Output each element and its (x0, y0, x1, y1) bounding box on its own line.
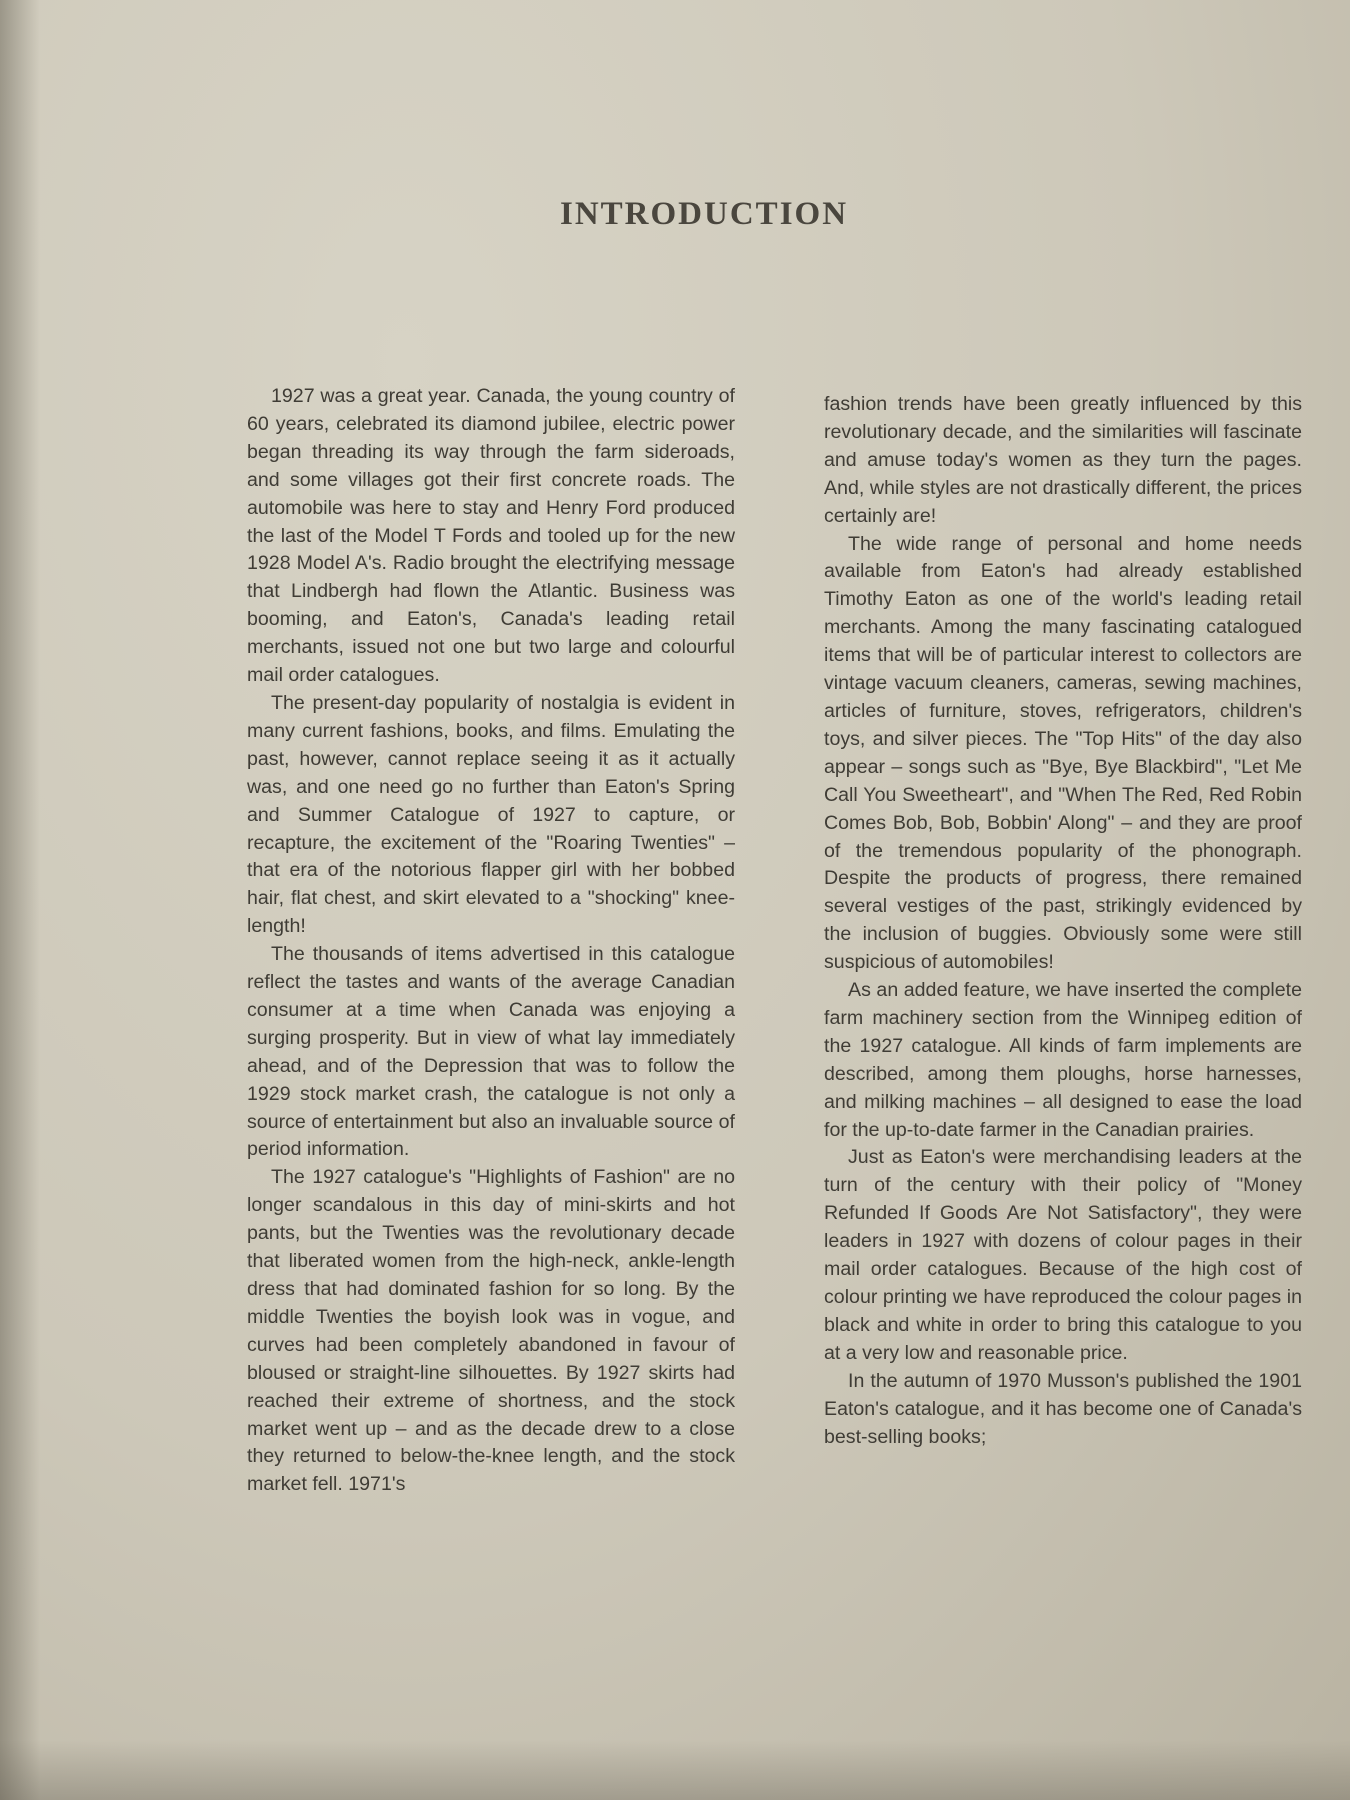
paragraph: The present-day popularity of nostalgia is evident in many current fashions, books, and films. Emulating the past, however, cannot replace seeing it as it actually was, and one need go no further than Eaton's Spring and Summer Catalogue of 1927 to capture, or recapture, the excitement of the "Roaring Twenties" – that era of the notorious flapper girl with her bobbed hair, flat chest, and skirt elevated to a "shocking" knee-length! (247, 691, 735, 938)
paragraph: Just as Eaton's were merchandising leaders at the turn of the century with their policy of "Money Refunded If Goods Are Not Satisfactory", they were leaders in 1927 with dozens of colour pages in their mail order catalogues. Because of the high cost of colour printing we have reproduced the colour pages in black and white in order to bring this catalogue to you at a very low and reasonable price. (824, 1146, 1302, 1364)
paragraph: In the autumn of 1970 Musson's published the 1901 Eaton's catalogue, and it has become one of Canada's best-selling books; (824, 1369, 1302, 1448)
left-text-column (247, 383, 735, 1499)
paragraph: The 1927 catalogue's "Highlights of Fashion" are no longer scandalous in this day of mini-skirts and hot pants, but the Twenties was the revolutionary decade that liberated women from the high-neck, ankle-length dress that had dominated fashion for so long. By the middle Twenties the boyish look was in vogue, and curves had been completely abandoned in favour of bloused or straight-line silhouettes. By 1927 skirts had reached their extreme of shortness, and the stock market went up – and as the decade drew to a close they returned to below-the-knee length, and the stock market fell. 1971's (247, 1166, 735, 1496)
paragraph: 1927 was a great year. Canada, the young country of 60 years, celebrated its diamond jubilee, electric power began threading its way through the farm sideroads, and some villages got their first concrete roads. The automobile was here to stay and Henry Ford produced the last of the Model T Fords and tooled up for the new 1928 Model A's. Radio brought the electrifying message that Lindbergh had flown the Atlantic. Business was booming, and Eaton's, Canada's leading retail merchants, issued not one but two large and colourful mail order catalogues. (247, 385, 735, 687)
page-title: INTRODUCTION (560, 196, 849, 232)
paragraph: As an added feature, we have inserted the complete farm machinery section from the Winnipeg edition of the 1927 catalogue. All kinds of farm implements are described, among them ploughs, horse harnesses, and milking machines – all designed to ease the load for the up-to-date farmer in the Canadian prairies. (824, 979, 1302, 1141)
page-gutter-shadow (0, 0, 40, 1800)
paragraph: The thousands of items advertised in this catalogue reflect the tastes and wants of the average Canadian consumer at a time when Canada was enjoying a surging prosperity. But in view of what lay immediately ahead, and of the Depression that was to follow the 1929 stock market crash, the catalogue is not only a source of entertainment but also an invaluable source of period information. (247, 943, 735, 1161)
paragraph: The wide range of personal and home needs available from Eaton's had already established Timothy Eaton as one of the world's leading retail merchants. Among the many fascinating catalogued items that will be of particular interest to collectors are vintage vacuum cleaners, cameras, sewing machines, articles of furniture, stoves, refrigerators, children's toys, and silver pieces. The "Top Hits" of the day also appear – songs such as "Bye, Bye Blackbird", "Let Me Call You Sweetheart", and "When The Red, Red Robin Comes Bob, Bob, Bobbin' Along" – and they are proof of the tremendous popularity of the phonograph. Despite the products of progress, there remained several vestiges of the past, strikingly evidenced by the inclusion of buggies. Obviously some were still suspicious of automobiles! (824, 532, 1302, 974)
page-bottom-shadow (0, 1740, 1350, 1800)
right-text-column (824, 391, 1302, 1451)
paragraph: fashion trends have been greatly influenced by this revolutionary decade, and the similarities will fascinate and amuse today's women as they turn the pages. And, while styles are not drastically different, the prices certainly are! (824, 393, 1302, 527)
